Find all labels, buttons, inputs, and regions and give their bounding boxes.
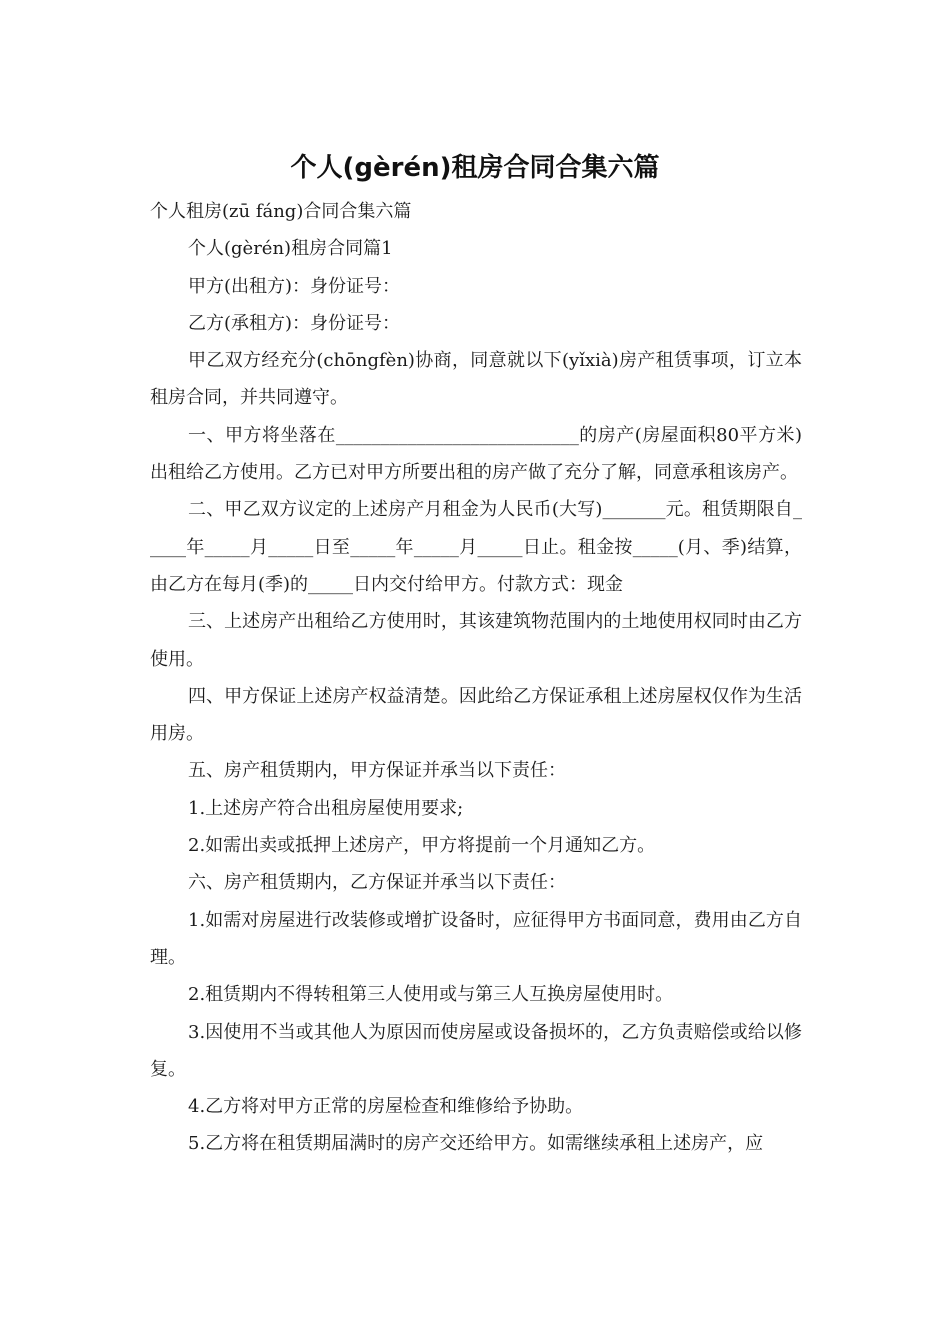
paragraph: 四、甲方保证上述房产权益清楚。因此给乙方保证承租上述房屋权仅作为生活用房。 xyxy=(150,685,802,745)
paragraph: 甲乙双方经充分(chōngfèn)协商，同意就以下(yǐxià)房产租赁事项，订立本租房合同，并共同遵守。 xyxy=(150,350,802,409)
paragraph: 六、房产租赁期内，乙方保证并承当以下责任： xyxy=(188,872,566,894)
document-body xyxy=(150,193,802,1163)
paragraph: 2.租赁期内不得转租第三人使用或与第三人互换房屋使用时。 xyxy=(188,984,674,1006)
paragraph: 3.因使用不当或其他人为原因而使房屋或设备损坏的，乙方负责赔偿或给以修复。 xyxy=(150,1021,802,1080)
paragraph: 5.乙方将在租赁期届满时的房产交还给甲方。如需继续承租上述房产，应 xyxy=(188,1133,764,1155)
paragraph: 一、甲方将坐落在___________________________的房产(房屋面积80平方米)出租给乙方使用。乙方已对甲方所要出租的房产做了充分了解，同意承租该房产。 xyxy=(150,424,802,484)
paragraph: 二、甲乙双方议定的上述房产月租金为人民币(大写)_______元。租赁期限自_____年_____月_____日至_____年_____月_____日止。租金按_____(月、季)结算，由乙方在每月(季)的_____日内交付给甲方。付款方式：现金 xyxy=(150,499,802,595)
paragraph: 2.如需出卖或抵押上述房产，甲方将提前一个月通知乙方。 xyxy=(188,835,656,857)
paragraph: 个人租房(zū fáng)合同合集六篇 xyxy=(150,201,412,222)
paragraph: 甲方(出租方)：身份证号： xyxy=(188,275,401,297)
paragraph: 4.乙方将对甲方正常的房屋检查和维修给予协助。 xyxy=(188,1096,584,1118)
paragraph: 三、上述房产出租给乙方使用时，其该建筑物范围内的土地使用权同时由乙方使用。 xyxy=(150,611,802,670)
paragraph: 五、房产租赁期内，甲方保证并承当以下责任： xyxy=(188,760,566,782)
paragraph: 乙方(承租方)：身份证号： xyxy=(188,312,401,334)
paragraph: 1.如需对房屋进行改装修或增扩设备时，应征得甲方书面同意，费用由乙方自理。 xyxy=(150,909,802,968)
paragraph: 1.上述房产符合出租房屋使用要求; xyxy=(188,797,464,819)
document-title: 个人(gèrén)租房合同合集六篇 xyxy=(290,153,660,183)
paragraph: 个人(gèrén)租房合同篇1 xyxy=(188,238,393,260)
